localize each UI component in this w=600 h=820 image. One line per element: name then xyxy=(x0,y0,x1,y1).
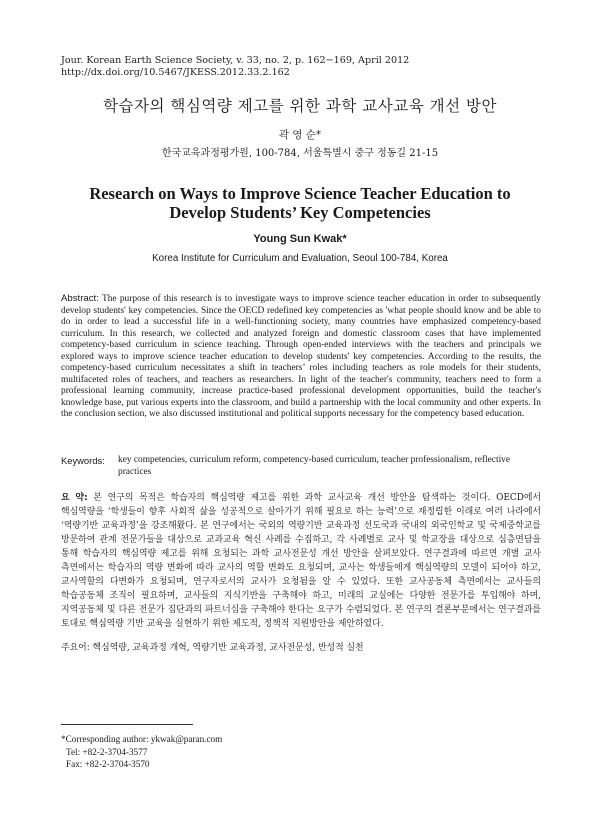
english-title-line1: Research on Ways to Improve Science Teacher Education to xyxy=(89,184,511,203)
korean-keywords-label: 주요어: xyxy=(61,643,90,653)
keywords-text: key competencies, curriculum reform, competency-based curriculum, teacher professionalism, reflective practices xyxy=(118,455,511,477)
korean-affiliation: 한국교육과정평가원, 100-784, 서울특별시 중구 정동길 21-15 xyxy=(161,148,439,159)
english-affiliation: Korea Institute for Curriculum and Evaluation, Seoul 100-784, Korea xyxy=(152,253,448,264)
abstract-text: The purpose of this research is to investigate ways to improve science teacher education in order to subsequently develop students' key competencies. Since the OECD redefined key competencies as 'what people should know and be able to do in order to lead a successful life in a well-functioning society, many countries have emphasized competency-based curriculum. In this research, we collected and analyzed foreign and domestic classroom cases that have implemented competency-based curriculum in science teaching. Through open-ended interviews with the teachers and principals we explored ways to improve science teacher education to develop students' key competencies. According to the results, the competency-based curriculum necessitates a shift in teachers’ roles including teachers as role models for their students, multifaceted roles of teachers, and teachers as researchers. In light of the teacher's community, teachers need to form a professional learning community, increase practice-based professional development opportunities, build the teacher's knowledge base, put various experts into the classroom, and build a partnership with the local community and other experts. In the conclusion section, we also discussed institutional and political supports necessary for the competency based education. xyxy=(61,294,541,419)
english-keywords xyxy=(61,455,541,478)
abstract-label: Abstract: xyxy=(61,293,99,304)
english-abstract xyxy=(61,293,541,421)
journal-doi: http://dx.doi.org/10.5467/JKESS.2012.33.2.162 xyxy=(61,67,290,78)
english-author: Young Sun Kwak* xyxy=(253,233,347,245)
korean-author: 곽 영 순* xyxy=(278,129,322,141)
author-fax: Fax: +82-2-3704-3570 xyxy=(66,759,150,769)
author-tel: Tel: +82-2-3704-3577 xyxy=(66,746,148,757)
korean-keywords-text: 핵심역량, 교육과정 개혁, 역량기반 교육과정, 교사전문성, 반성적 실천 xyxy=(92,643,364,653)
korean-keywords xyxy=(61,642,541,655)
english-title-line2: Develop Students’ Key Competencies xyxy=(169,203,431,222)
korean-abstract-text: 본 연구의 목적은 학습자의 핵심역량 제고를 위한 과학 교사교육 개선 방안을 탐색하는 것이다. OECD에서 핵심역량을 ‘학생들이 향후 사회적 삶을 성공적으로 살아가기 위해 필요로 하는 능력’으로 재정립한 이래로 여러 나라에서 ‘역량기반 교육과정’을 강조해왔다. 본 연구에서는 국외의 역량기반 교육과정 선도국과 국내의 외국인학교 및 국제중학교를 방문하여 관계 전문가들을 대상으로 교과교육 혁신 사례를 수집하고, 각 사례별로 교사 및 학교장을 대상으로 심층면담을 통해 학습자의 핵심역량 제고를 위해 요청되는 과학 교사전문성 개선 방안을 살펴보았다. 연구결과에 따르면 개별 교사 측면에서는 학습자의 역량 변화에 따라 교사의 역할 변화도 요청되며, 교사는 학생들에게 핵심역량의 모델이 되어야 하고, 교사역할의 다변화가 요청되며, 연구자로서의 교사가 요청됨을 알 수 있었다. 또한 교사공동체 측면에서는 교사들의 학습공동체 조직이 필요하며, 교사들의 지식기반을 구축해야 하고, 미래의 교실에는 다양한 전문가를 투입해야 하며, 지역공동체 및 다른 전문가 집단과의 파트너십을 구축해야 한다는 요구가 수렴되었다. 본 연구의 결론부분에서는 연구결과를 토대로 핵심역량 기반 교육을 실현하기 위한 제도적, 정책적 지원방안을 제안하였다. xyxy=(61,493,541,629)
korean-title: 학습자의 핵심역량 제고를 위한 과학 교사교육 개선 방안 xyxy=(103,97,497,115)
english-title xyxy=(40,184,560,222)
journal-citation: Jour. Korean Earth Science Society, v. 33, no. 2, p. 162−169, April 2012 xyxy=(61,55,410,66)
footnote xyxy=(61,733,222,771)
korean-abstract xyxy=(61,491,541,631)
footnote-divider xyxy=(61,724,193,725)
corresponding-author: *Corresponding author: ykwak@paran.com xyxy=(61,734,223,744)
keywords-label: Keywords: xyxy=(61,455,105,466)
korean-abstract-label: 요 약: xyxy=(61,493,88,503)
